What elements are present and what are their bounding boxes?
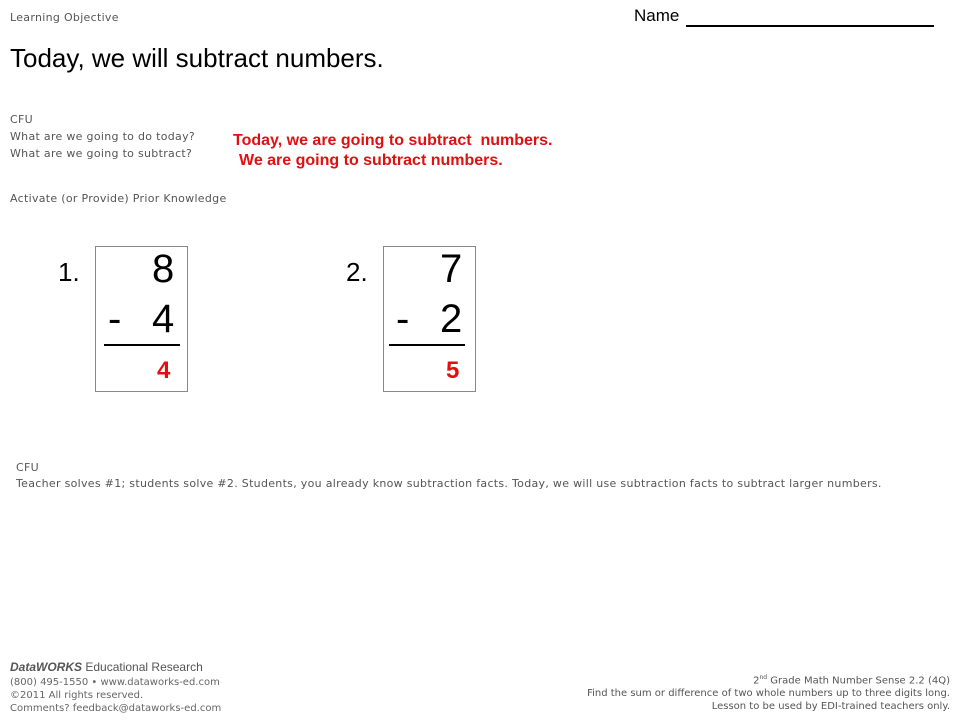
dataworks-subtitle: Educational Research	[85, 660, 203, 674]
problem-2-answer: 5	[446, 357, 460, 384]
usage-note: Lesson to be used by EDI-trained teachers only.	[711, 701, 950, 713]
problem-1-operator: -	[108, 297, 122, 341]
learning-objective-label: Learning Objective	[10, 11, 119, 24]
problem-2-box	[383, 246, 476, 392]
cfu-answer-1: Today, we are going to subtract numbers.	[233, 132, 553, 149]
cfu-answer-2: We are going to subtract numbers.	[239, 152, 503, 169]
problem-1-answer-line	[104, 344, 180, 346]
cfu-question-2: What are we going to subtract?	[10, 147, 193, 160]
cfu-question-1: What are we going to do today?	[10, 130, 196, 143]
cfu-top	[10, 111, 195, 162]
copyright: ©2011 All rights reserved.	[10, 690, 144, 701]
lesson-info	[587, 671, 950, 713]
dataworks-brand	[10, 660, 203, 674]
problem-1-bottom-digit: 4	[152, 297, 175, 341]
problem-2-operator: -	[396, 297, 410, 341]
objective-title: Today, we will subtract numbers.	[10, 43, 384, 73]
contact-email: Comments? feedback@dataworks-ed.com	[10, 703, 222, 714]
problem-1-top-digit: 8	[152, 247, 175, 291]
cfu-bottom-text: Teacher solves #1; students solve #2. Students, you already know subtraction facts. Today, we will use subtraction facts to subtract larger numbers.	[16, 477, 882, 490]
problem-2-label: 2.	[346, 257, 368, 287]
name-line	[686, 25, 934, 27]
contact-phone-web: (800) 495-1550 • www.dataworks-ed.com	[10, 677, 220, 688]
dataworks-logo-text: DataWORKS	[10, 660, 83, 674]
standard-description: Find the sum or difference of two whole numbers up to three digits long.	[587, 688, 950, 700]
problem-1-answer: 4	[157, 357, 171, 384]
cfu-bottom	[16, 460, 936, 492]
cfu-answers	[233, 131, 552, 171]
name-label: Name	[634, 6, 680, 25]
problem-2-top-digit: 7	[440, 247, 463, 291]
cfu-bottom-label: CFU	[16, 461, 39, 474]
problem-2-answer-line	[389, 344, 465, 346]
grade-standard: 2nd Grade Math Number Sense 2.2 (4Q)	[753, 674, 950, 687]
problem-1-box	[95, 246, 188, 392]
problem-1-label: 1.	[58, 257, 80, 287]
dataworks-contact	[10, 676, 221, 715]
problem-2-bottom-digit: 2	[440, 297, 463, 341]
cfu-top-label: CFU	[10, 113, 33, 126]
activate-prior-knowledge-label: Activate (or Provide) Prior Knowledge	[10, 192, 227, 205]
